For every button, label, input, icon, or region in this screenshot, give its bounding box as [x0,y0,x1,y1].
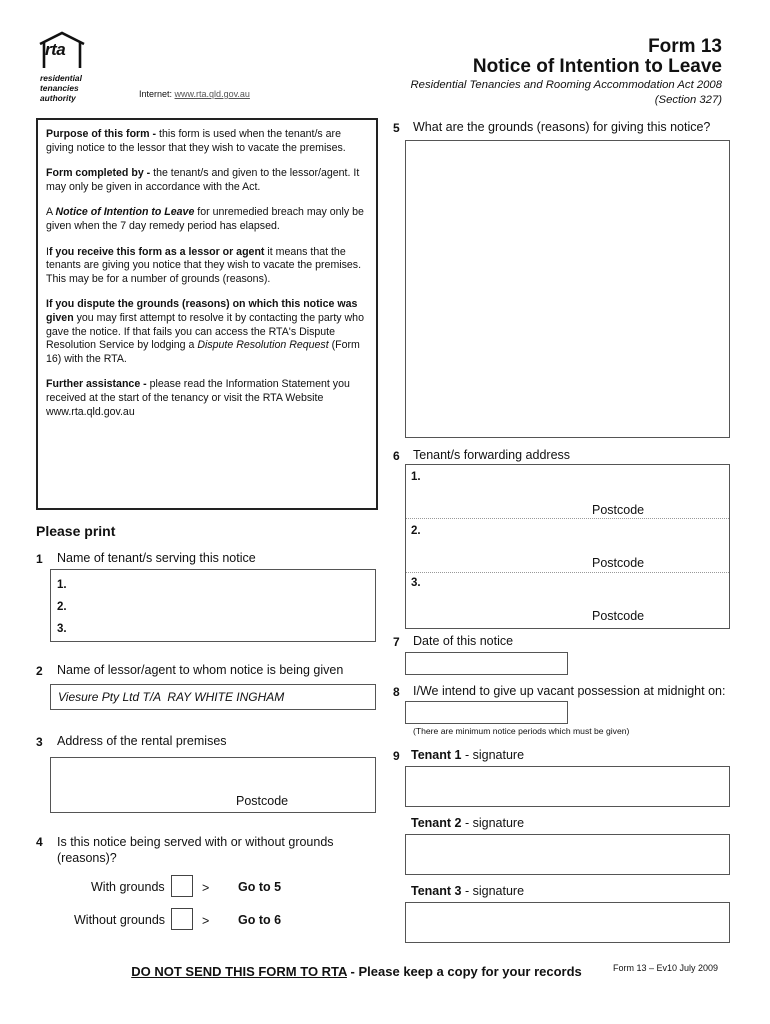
q4-number: 4 [36,835,43,849]
rental-postcode-label: Postcode [236,794,289,808]
forwarding-address-2-number: 2. [411,525,421,537]
notice-period-note: (There are minimum notice periods which must be given) [413,726,630,736]
q9-number: 9 [393,749,400,763]
tenant-1-signature-field[interactable] [405,766,730,807]
keep-copy-text: Please keep a copy for your records [358,964,582,979]
q3-number: 3 [36,735,43,749]
forwarding-address-field[interactable] [405,464,730,629]
tenant-1-signature-label: Tenant 1 - signature [411,748,525,762]
internet-line [139,89,250,99]
q2-label: Name of lessor/agent to whom notice is being given [57,663,344,677]
without-grounds-goto: Go to 6 [238,913,282,927]
with-grounds-checkbox[interactable] [171,875,193,897]
please-print-heading: Please print [36,523,116,539]
q5-label: What are the grounds (reasons) for giving this notice? [413,120,711,134]
q2-number: 2 [36,664,43,678]
footer-warning: DO NOT SEND THIS FORM TO RTA - Please keep a copy for your records [131,964,582,979]
q6-label: Tenant/s forwarding address [413,448,571,462]
without-grounds-arrow: > [202,914,210,928]
without-grounds-label: Without grounds [74,913,166,927]
tenant-names-field[interactable] [50,569,376,642]
forwarding-address-divider-2 [406,572,729,573]
q1-number: 1 [36,552,43,566]
forwarding-address-1-number: 1. [411,471,421,483]
rta-logo [36,30,96,106]
internet-label: Internet: [139,89,173,99]
with-grounds-goto: Go to 5 [238,880,282,894]
q8-number: 8 [393,685,400,699]
form-version: Form 13 – Ev10 July 2009 [613,963,719,973]
q5-number: 5 [393,121,400,135]
lessor-agent-value: Viesure Pty Ltd T/A RAY WHITE INGHAM [58,690,285,704]
q7-number: 7 [393,635,400,649]
notice-date-field[interactable] [405,652,568,675]
section-reference: (Section 327) [654,94,722,106]
forwarding-address-divider-1 [406,518,729,519]
act-reference: Residential Tenancies and Rooming Accommodation Act 2008 [410,79,722,91]
purpose-info-box: Purpose of this form - this form is used when the tenant/s are giving notice to the lessor that they wish to vacate the premises. Form completed by - the tenant/s and given to the lessor/agent. It may only be given in accordance with the Act. A Notice of Intention to Leave for unremedied breach may only be given when the 7 day remedy period has elapsed. If you receive this form as a lessor or agent it means that the tenants are giving you notice that they wish to vacate the premises. This may be for a number of grounds (reasons). If you dispute the grounds (reasons) on which this notice was given you may first attempt to resolve it by contacting the party who gave the notice. If that fails you can access the RTA's Dispute Resolution Service by lodging a Dispute Resolution Request (Form 16) with the RTA. Further assistance - please read the Information Statement you received at the start of the tenancy or visit the RTA Website www.rta.qld.gov.au [36,118,378,510]
tenant-3-signature-field[interactable] [405,902,730,943]
vacate-date-field[interactable] [405,701,568,724]
logo-org: residential tenancies authority [40,73,82,103]
tenant-2-signature-label: Tenant 2 - signature [411,816,525,830]
do-not-send-text: DO NOT SEND THIS FORM TO RTA [131,964,347,979]
q8-label: I/We intend to give up vacant possession at midnight on: [413,684,726,698]
q6-number: 6 [393,449,400,463]
q1-label: Name of tenant/s serving this notice [57,551,256,565]
lessor-agent-field[interactable] [50,684,376,710]
rental-address-field[interactable] [50,757,376,813]
tenant-2-signature-field[interactable] [405,834,730,875]
q3-label: Address of the rental premises [57,734,227,748]
page-title: Notice of Intention to Leave [472,56,722,77]
form-number: Form 13 [648,36,722,57]
q4-label: Is this notice being served with or without grounds (reasons)? [57,835,334,865]
q7-label: Date of this notice [413,634,514,648]
tenant-name-2: 2. [57,601,67,613]
without-grounds-checkbox[interactable] [171,908,193,930]
internet-url[interactable]: www.rta.qld.gov.au [174,89,250,99]
with-grounds-arrow: > [202,881,210,895]
grounds-field[interactable] [405,140,730,438]
tenant-name-3: 3. [57,623,67,635]
with-grounds-label: With grounds [91,880,165,894]
logo-text: rta [45,40,66,59]
forwarding-address-3-number: 3. [411,577,421,589]
tenant-3-signature-label: Tenant 3 - signature [411,884,525,898]
forwarding-address-2-postcode: Postcode [592,556,645,570]
forwarding-address-1-postcode: Postcode [592,503,645,517]
forwarding-address-3-postcode: Postcode [592,609,645,623]
tenant-name-1: 1. [57,579,67,591]
